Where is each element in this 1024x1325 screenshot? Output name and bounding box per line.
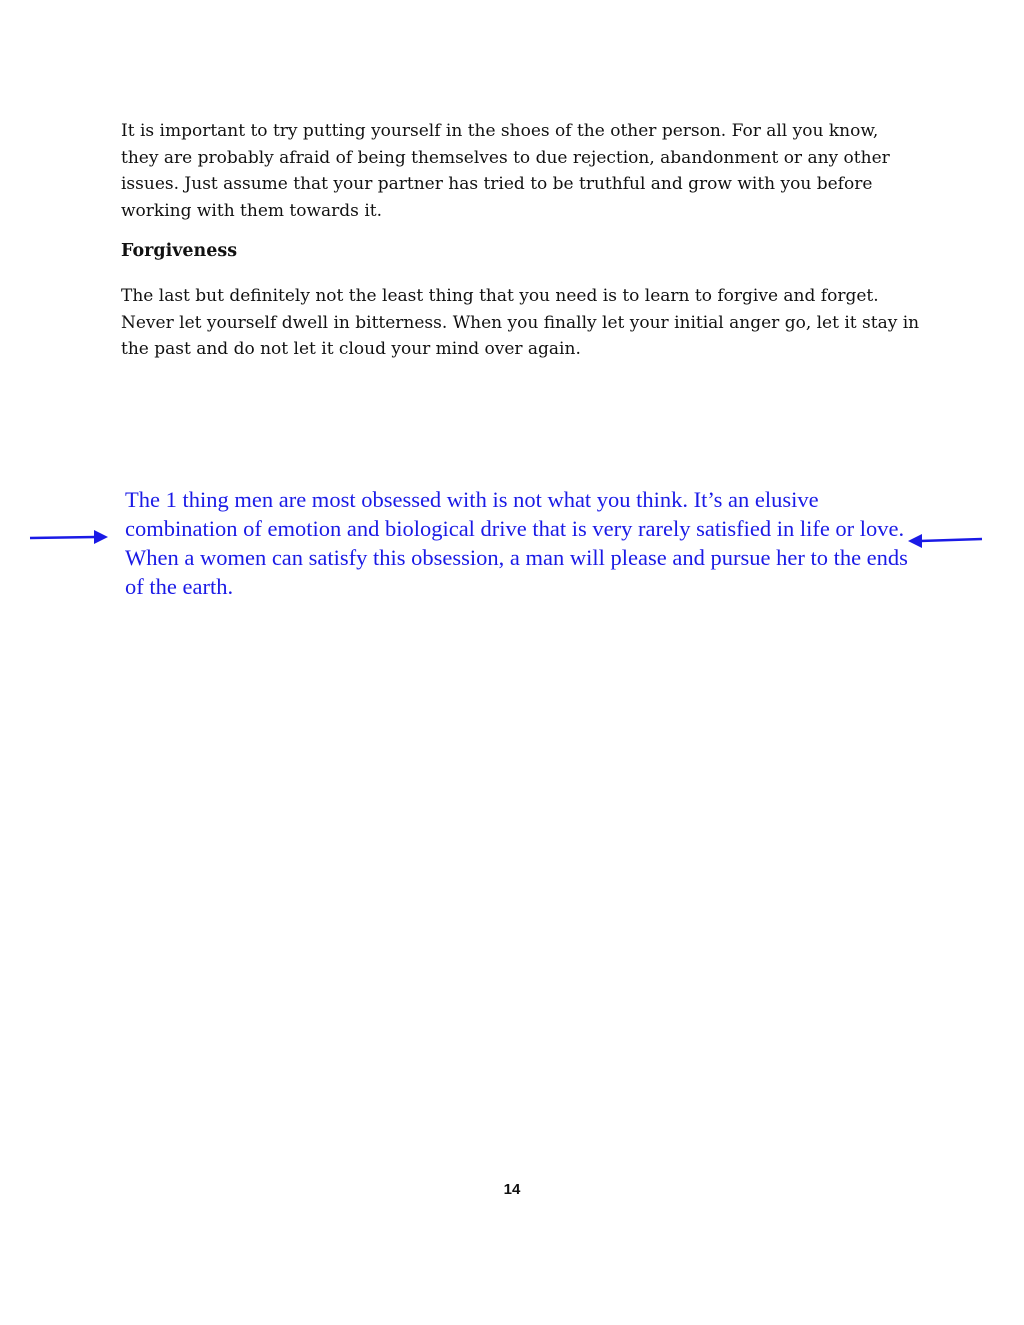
section-heading: Forgiveness bbox=[121, 241, 238, 261]
callout-link-text[interactable]: The 1 thing men are most obsessed with is not what you think. It’s an elusive combination of emotion and biological drive that is very rarely satisfied in life or love. When a women can satisfy this obsession, a man will please and pursue her to the ends of the earth. bbox=[125, 487, 908, 599]
arrow-left-icon bbox=[906, 530, 984, 550]
body-paragraph: It is important to try putting yourself in the shoes of the other person. For all you know, they are probably afraid of being themselves to due rejection, abandonment or any other issues. Just assume that your partner has tried to be truthful and grow with you before working with them towards it. bbox=[121, 121, 890, 221]
page-number: 14 bbox=[503, 1181, 521, 1198]
body-paragraph: The last but definitely not the least thing that you need is to learn to forgive and forget. Never let yourself dwell in bitterness. When you finally let your initial anger go, let it stay in the past and do not let it cloud your mind over again. bbox=[121, 286, 920, 359]
arrow-right-icon bbox=[28, 526, 110, 548]
